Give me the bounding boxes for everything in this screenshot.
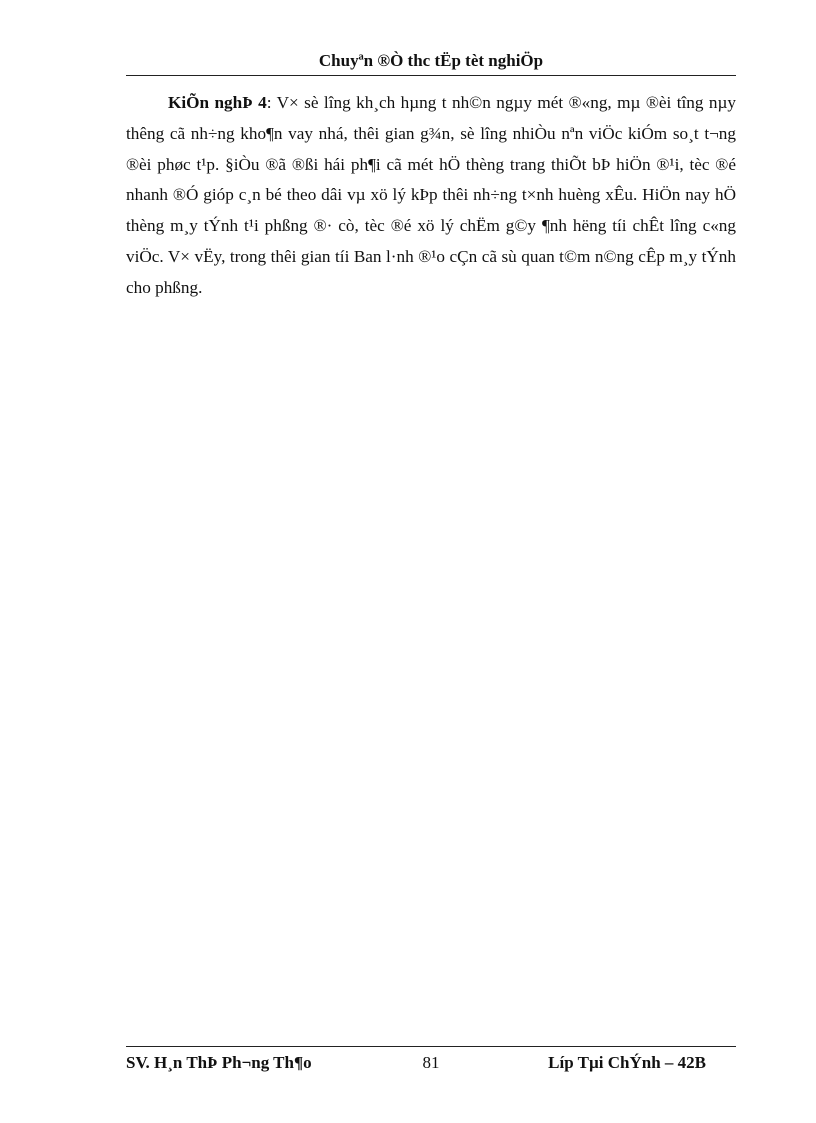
- footer-divider: [126, 1046, 736, 1047]
- body-paragraph: [126, 88, 736, 304]
- page-footer: [126, 1050, 736, 1076]
- class-label: Líp Tµi ChÝnh – 42B: [548, 1053, 706, 1072]
- recommendation-heading: KiÕn nghÞ 4: [168, 93, 267, 112]
- page-header-title: Chuyªn ®Ò thc tËp tèt nghiÖp: [318, 51, 544, 70]
- header-divider: [126, 75, 736, 76]
- page-number: 81: [422, 1053, 440, 1072]
- paragraph-text: : V× sè lîng kh¸ch hµng t nh©n ngµy mét ®«ng, mµ ®èi tîng nµy thêng cã nh÷ng kho¶n vay nhá, thêi gian g¾n, sè lîng nhiÒu nªn viÖc kiÓm so¸t t¬ng ®èi phøc t¹p. §iÒu ®ã ®ßi hái ph¶i cã mét hÖ thèng trang thiÕt bÞ hiÖn ®¹i, tèc ®é nhanh ®Ó gióp c¸n bé theo dâi vµ xö lý kÞp thêi nh÷ng t×nh huèng xÊu. HiÖn nay hÖ thèng m¸y tÝnh t¹i phßng ®· cò, tèc ®é xö lý chËm g©y ¶nh hëng tíi chÊt lîng c«ng viÖc. V× vËy, trong thêi gian tíi Ban l·nh ®¹o cÇn cã sù quan t©m n©ng cÊp m¸y tÝnh cho phßng.: [126, 93, 736, 297]
- student-name: SV. H¸n ThÞ Ph¬ng Th¶o: [126, 1053, 312, 1072]
